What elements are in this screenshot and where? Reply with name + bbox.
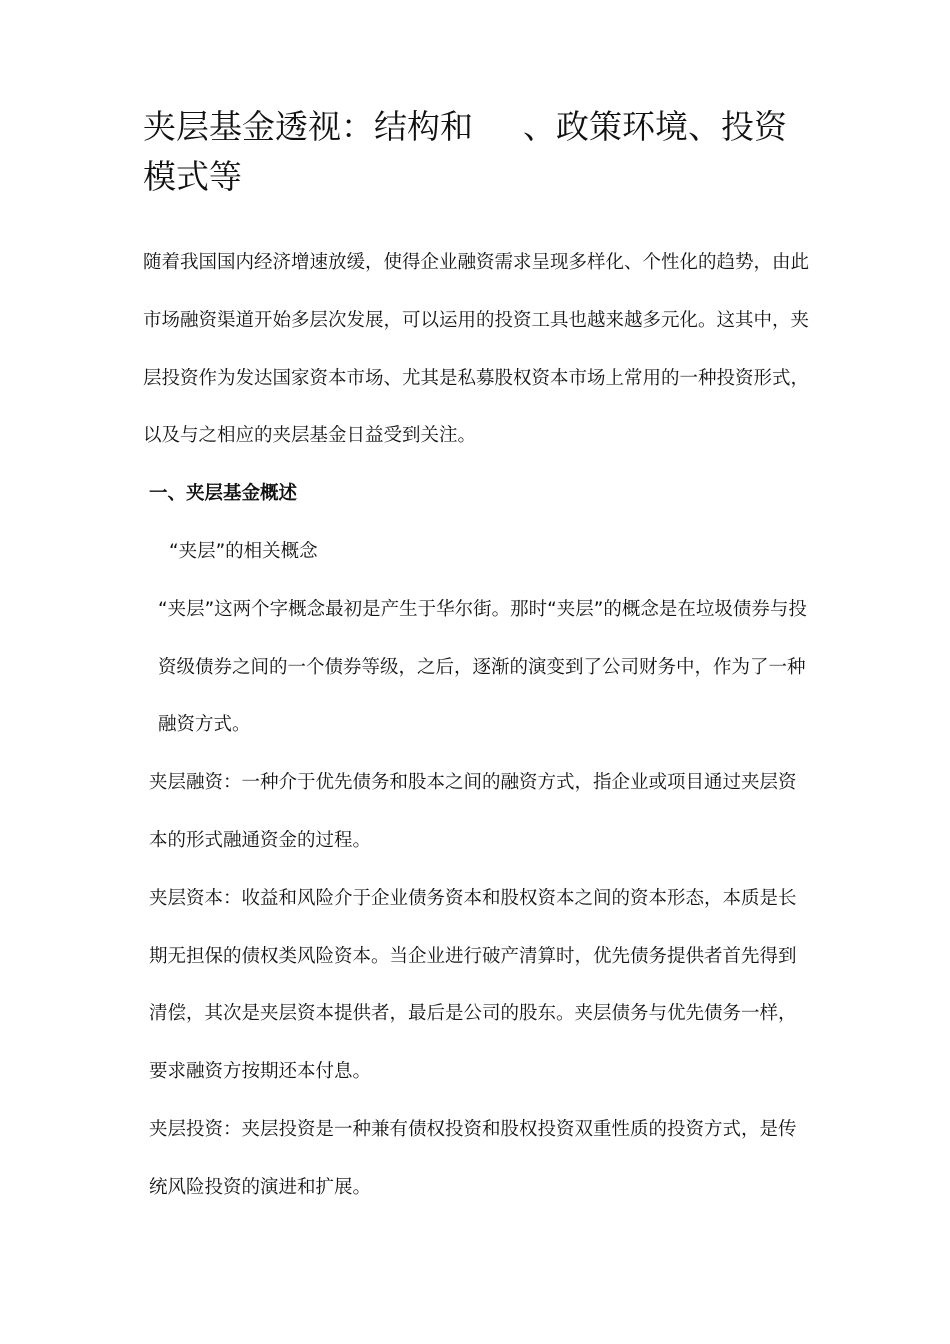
mezzanine-capital-paragraph: 夹层资本：收益和风险介于企业债务资本和股权资本之间的资本形态，本质是长期无担保的债权类风险资本。当企业进行破产清算时，优先债务提供者首先得到清偿，其次是夹层资本提供者，最后是公司的股东。夹层债务与优先债务一样，要求融资方按期还本付息。 — [149, 887, 797, 1083]
intro-paragraph: 随着我国国内经济增速放缓，使得企业融资需求呈现多样化、个性化的趋势，由此市场融资渠道开始多层次发展，可以运用的投资工具也越来越多元化。这其中，夹层投资作为发达国家资本市场、尤其是私募股权资本市场上常用的一种投资形式，以及与之相应的夹层基金日益受到关注。 — [143, 252, 810, 447]
title-part-2: 、政策环境、投资模式等 — [143, 107, 787, 196]
origin-paragraph: “夹层”这两个字概念最初是产生于华尔街。那时“夹层”的概念是在垃圾债券与投资级债券之间的一个债券等级，之后，逐渐的演变到了公司财务中，作为了一种融资方式。 — [158, 598, 807, 736]
title-part-1: 夹层基金透视：结构和 — [143, 107, 473, 146]
section-heading-overview: 一、夹层基金概述 — [149, 483, 298, 505]
document-body — [143, 234, 811, 1217]
mezzanine-investment-paragraph: 夹层投资：夹层投资是一种兼有债权投资和股权投资双重性质的投资方式，是传统风险投资的演进和扩展。 — [149, 1118, 797, 1198]
mezzanine-financing-paragraph: 夹层融资：一种介于优先债务和股本之间的融资方式，指企业或项目通过夹层资本的形式融通资金的过程。 — [149, 772, 797, 851]
document-title — [143, 102, 813, 202]
subheading-concept: “夹层”的相关概念 — [169, 540, 318, 562]
